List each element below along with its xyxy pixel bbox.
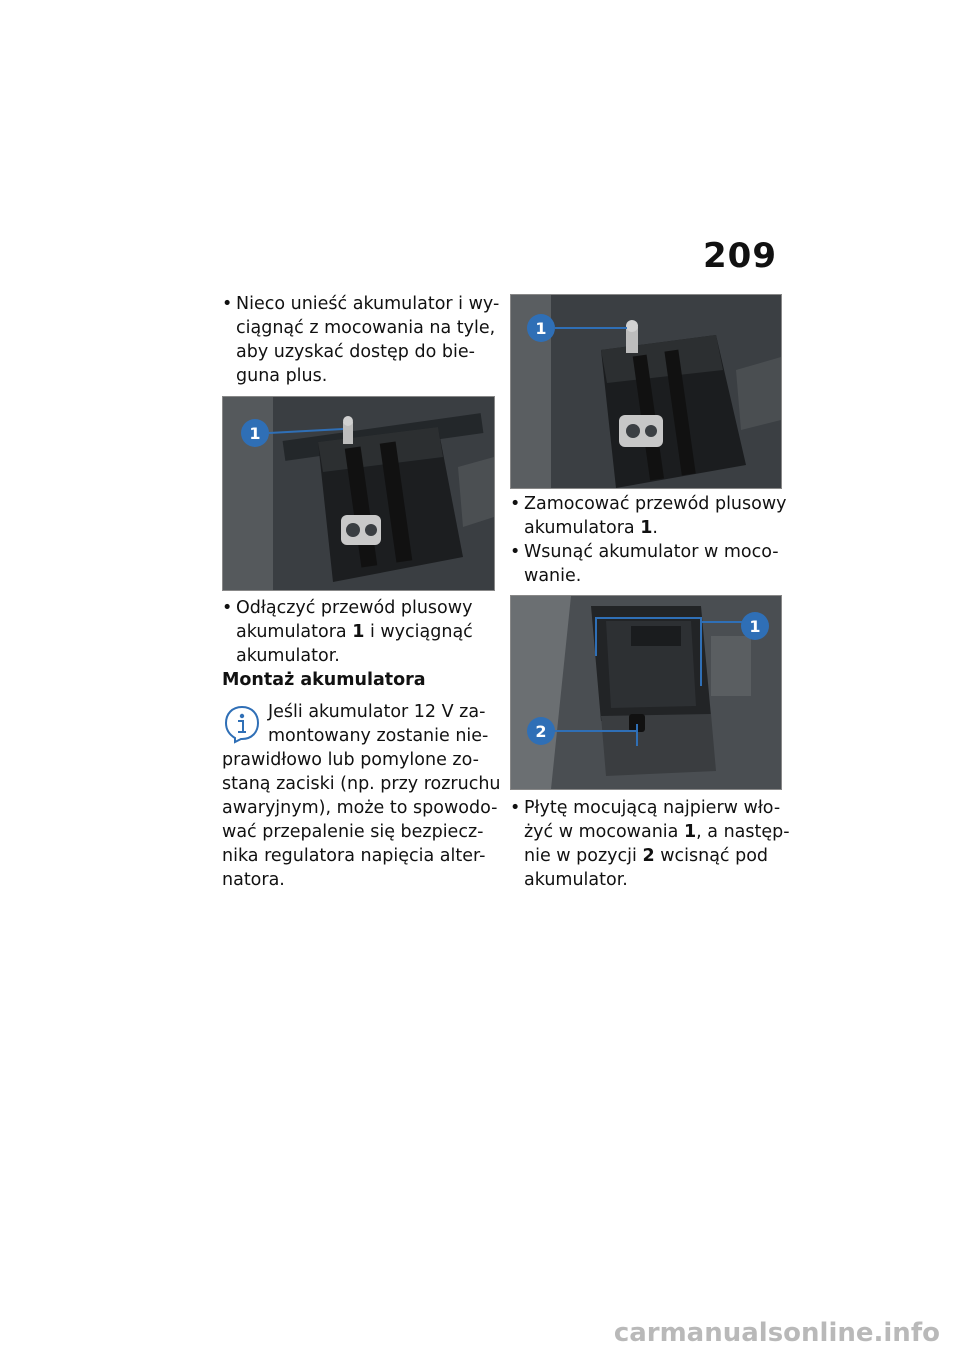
callout-1: 1	[535, 319, 547, 338]
text-line: Jeśli akumulator 12 V za-	[268, 702, 486, 722]
text-line: Odłączyć przewód plusowy	[236, 598, 473, 618]
bullet-dot: •	[510, 798, 521, 818]
callout-2: 2	[535, 722, 547, 741]
text-line: akumulatora 1 i wyciągnąć	[236, 622, 473, 642]
bullet-dot: •	[510, 494, 521, 514]
photo-mounting-plate	[510, 595, 782, 790]
text-line: Nieco unieść akumulator i wy-	[236, 294, 500, 314]
text-line: ciągnąć z mocowania na tyle,	[236, 318, 496, 338]
text-line: akumulatora 1.	[524, 518, 658, 538]
text-line: wanie.	[524, 566, 582, 586]
text-line: natora.	[222, 870, 285, 890]
photo-mounting-plate-illustration	[511, 596, 781, 789]
bullet-mounting-plate	[510, 796, 790, 892]
text-line: Płytę mocującą najpierw wło-	[524, 798, 781, 818]
text-line: Zamocować przewód plusowy	[524, 494, 787, 514]
page-number: 209	[703, 236, 777, 276]
bullet-lift-battery	[222, 292, 499, 388]
text-line: awaryjnym), może to spowodo-	[222, 798, 498, 818]
text-line: montowany zostanie nie-	[268, 726, 489, 746]
bullet-slide-battery	[510, 540, 779, 588]
photo-battery-install-illustration	[511, 295, 781, 488]
text-line: żyć w mocowania 1, a następ-	[524, 822, 790, 842]
callout-1: 1	[749, 617, 761, 636]
bullet-disconnect-cable	[222, 596, 473, 668]
text-line: akumulator.	[524, 870, 628, 890]
text-line: prawidłowo lub pomylone zo-	[222, 750, 479, 770]
text-line: Wsunąć akumulator w moco-	[524, 542, 779, 562]
photo-battery-removal-illustration	[223, 397, 494, 590]
text-line: guna plus.	[236, 366, 328, 386]
ref-1: 1	[352, 622, 365, 642]
text-line: wać przepalenie się bezpiecz-	[222, 822, 484, 842]
text-line: akumulator.	[236, 646, 340, 666]
watermark: carmanualsonline.info	[613, 1318, 940, 1348]
text-line: nika regulatora napięcia alter-	[222, 846, 486, 866]
text-line: aby uzyskać dostęp do bie-	[236, 342, 475, 362]
ref-1: 1	[683, 822, 697, 842]
callout-1: 1	[249, 424, 261, 443]
photo-battery-install	[510, 294, 782, 489]
section-heading: Montaż akumulatora	[222, 670, 426, 690]
ref-2: 2	[642, 846, 655, 866]
bullet-dot: •	[222, 598, 233, 618]
text-line: nie w pozycji 2 wcisnąć pod	[524, 846, 769, 866]
bullet-dot: •	[510, 542, 521, 562]
text-line: staną zaciski (np. przy rozruchu	[222, 774, 501, 794]
ref-1: 1	[640, 518, 653, 538]
bullet-attach-cable	[510, 492, 787, 540]
photo-battery-removal	[222, 396, 495, 591]
info-icon	[222, 704, 262, 744]
bullet-dot: •	[222, 294, 233, 314]
info-note	[222, 700, 501, 892]
